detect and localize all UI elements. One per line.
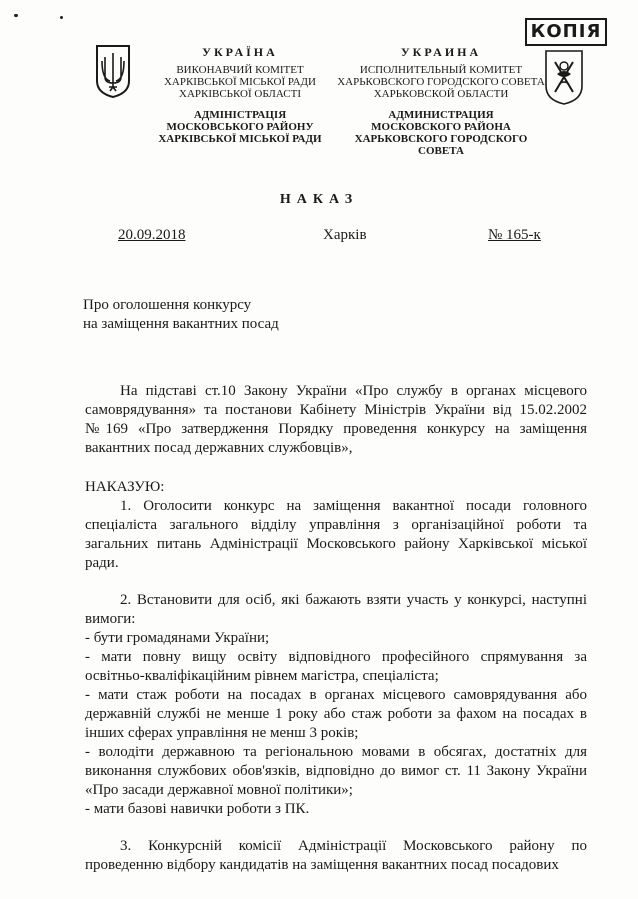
- header-left: [140, 46, 340, 145]
- header-left-admin-line: ХАРКІВСЬКОЇ МІСЬКОЇ РАДИ: [158, 133, 322, 145]
- header-right-org-line: ХАРЬКОВСКОГО ГОРОДСКОГО СОВЕТА: [337, 76, 545, 88]
- order-item-2-intro: 2. Встановити для осіб, які бажають взяти участь у конкурсі, наступні вимоги:: [85, 592, 587, 627]
- header-left-org-line: ХАРКІВСЬКОЇ ОБЛАСТІ: [179, 88, 301, 100]
- subject-line: на заміщення вакантних посад: [83, 316, 279, 332]
- document-subject: [83, 296, 279, 334]
- header-right-admin-line: МОСКОВСКОГО РАЙОНА: [371, 121, 511, 133]
- header-right-admin-line: ХАРЬКОВСКОГО ГОРОДСКОГО СОВЕТА: [354, 133, 528, 157]
- header-right-org-line: ИСПОЛНИТЕЛЬНЫЙ КОМИТЕТ: [359, 64, 523, 76]
- preamble-text: На підставі ст.10 Закону України «Про службу в органах місцевого самоврядування» та постанови Кабінету Міністрів України від 15.02.2002 №169 «Про затвердження Порядку проведення конкурсу на заміщення вакантних посад державних службовців»,: [85, 383, 587, 456]
- document-title: НАКАЗ: [279, 192, 359, 207]
- requirement-item: - мати повну вищу освіту відповідного професійного спрямування за освітньо-кваліфікаційним рівнем магістра, спеціаліста;: [85, 649, 587, 684]
- header-left-org-line: ВИКОНАВЧИЙ КОМІТЕТ: [176, 64, 304, 76]
- kharkiv-coat-of-arms-icon: [543, 48, 585, 106]
- document-city: Харків: [323, 227, 367, 243]
- header-right: [336, 46, 546, 157]
- scan-speck: [60, 16, 63, 19]
- order-body: [85, 478, 587, 875]
- trident-emblem-icon: [94, 43, 132, 99]
- header-left-admin-line: МОСКОВСЬКОГО РАЙОНУ: [166, 121, 314, 133]
- order-word: НАКАЗУЮ:: [85, 479, 165, 495]
- header-right-org-line: ХАРЬКОВСКОЙ ОБЛАСТИ: [373, 88, 509, 100]
- subject-line: Про оголошення конкурсу: [83, 297, 252, 313]
- requirement-item: - мати базові навички роботи з ПК.: [85, 801, 310, 817]
- requirement-item: - бути громадянами України;: [85, 630, 270, 646]
- scan-speck: [14, 14, 18, 17]
- header-right-country: УКРАИНА: [400, 45, 482, 59]
- header-left-admin-line: АДМІНІСТРАЦІЯ: [193, 109, 287, 121]
- document-number: № 165-к: [488, 227, 541, 243]
- order-item-1: 1. Оголосити конкурс на заміщення вакантної посади головного спеціаліста загального відділу управління з організаційної роботи та загальних питань Адміністрації Московського району Харківської міської ради.: [85, 498, 587, 571]
- document-date: 20.09.2018: [118, 227, 186, 243]
- requirement-item: - володіти державною та регіональною мовами в обсягах, достатніх для виконання службових обов'язків, відповідно до вимог ст. 11 Закону України «Про засади державної мовної політики»;: [85, 744, 587, 798]
- header-right-admin-line: АДМИНИСТРАЦИЯ: [388, 109, 494, 121]
- header-left-org-line: ХАРКІВСЬКОЇ МІСЬКОЇ РАДИ: [163, 76, 317, 88]
- header-left-country: УКРАЇНА: [202, 45, 278, 59]
- order-item-3: 3. Конкурсній комісії Адміністрації Московського району по проведенню відбору кандидатів на заміщення вакантних посад посадових: [85, 838, 587, 873]
- requirement-item: - мати стаж роботи на посадах в органах місцевого самоврядування або державній службі не менше 1 року або стаж роботи за фахом на посадах в інших сферах управління не менш 3 років;: [85, 687, 587, 741]
- preamble: [85, 382, 587, 458]
- copy-stamp: КОПІЯ: [525, 18, 607, 46]
